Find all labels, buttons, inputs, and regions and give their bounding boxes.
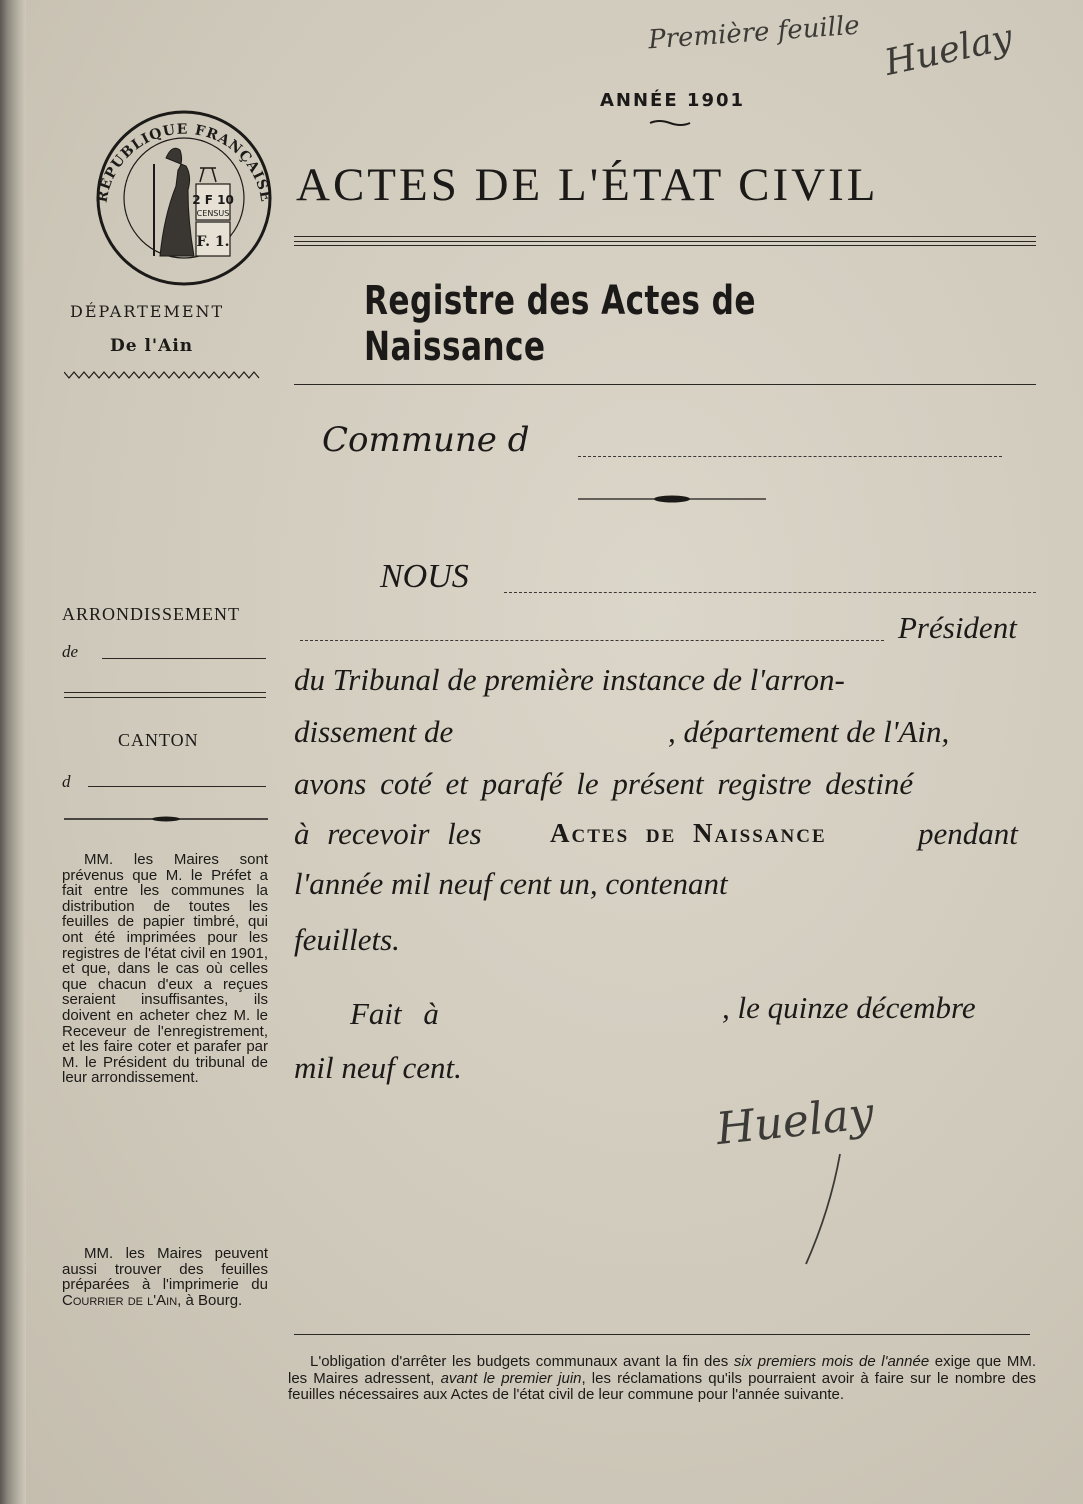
fait-label: Fait à [350, 996, 439, 1031]
document-title: ACTES DE L'ÉTAT CIVIL [296, 159, 879, 211]
commune-field-line [578, 456, 1002, 457]
signature-flourish [800, 1150, 850, 1270]
commune-ornament [578, 492, 766, 506]
department-label: DÉPARTEMENT [70, 302, 225, 321]
stamp-value: 2 F 10 [192, 193, 234, 207]
handwritten-signature: Huelay [713, 1087, 877, 1156]
seal-text: RÉPUBLIQUE FRANÇAISE [94, 121, 274, 204]
wave-ornament [64, 370, 264, 380]
footer-note: L'obligation d'arrêter les budgets communaux avant la fin des six premiers mois de l'année exige que MM. les Maires adressent, avant le premier juin, les réclamations qu'ils pourraient avoir à faire sur le nombre des feuilles nécessaires aux Actes de l'état civil de leur commune pour l'année suivante. [288, 1353, 1037, 1403]
body-line-4a: à recevoir les [294, 816, 482, 851]
body-line-3: avons coté et parafé le présent registre destiné [294, 766, 914, 801]
year-label: ANNÉE 1901 [600, 90, 746, 111]
sidebar-note-1: MM. les Maires sont prévenus que M. le Préfet a fait entre les communes la distribution de toutes les feuilles de papier timbré, qui ont été imprimées pour les registres de l'état civil en 1901, et que, dans le cas où celles que chacun d'eux a reçues seraient insuffisantes, ils doivent en acheter chez M. le Receveur de l'enregistrement, et les faire coter et parafer par M. le Président du tribunal de leur arrondissement. [62, 851, 268, 1087]
binding-edge [0, 0, 26, 1504]
commune-label: Commune d [322, 420, 530, 460]
republique-francaise-seal [92, 106, 276, 290]
arrondissement-de: de [62, 642, 79, 661]
department-name: De l'Ain [110, 336, 194, 356]
body-line-2b: , département de l'Ain, [668, 714, 950, 749]
canton-label: CANTON [118, 730, 199, 750]
president-label: Président [898, 610, 1017, 645]
body-line-5: l'année mil neuf cent un, contenant [294, 866, 728, 901]
sidebar-note-2: MM. les Maires peuvent aussi trouver des feuilles préparées à l'imprimerie du Courrier de l'Ain, à Bourg. [62, 1245, 268, 1309]
handwritten-signature-top: Huelay [881, 17, 1017, 84]
body-line-1: du Tribunal de première instance de l'arron- [294, 662, 845, 697]
stamp-sub: CENSUS [196, 209, 230, 218]
body-line-6: feuillets. [294, 922, 400, 957]
canton-ornament [64, 814, 268, 824]
register-subtitle: Registre des Actes de Naissance [364, 278, 756, 370]
handwritten-annotation: Première feuille [647, 10, 861, 56]
year-text: mil neuf cent. [294, 1050, 462, 1085]
stamp-f: F. 1. [196, 234, 230, 250]
arrondissement-field [102, 658, 266, 659]
courrier-de-l-ain: Courrier de l'Ain [62, 1291, 178, 1309]
date-label: , le quinze décembre [722, 990, 976, 1025]
canton-d: d [62, 772, 71, 791]
year-ornament [648, 118, 692, 128]
body-line-2a: dissement de [294, 714, 454, 749]
nous-label: NOUS [380, 558, 469, 595]
arrondissement-label: ARRONDISSEMENT [62, 604, 241, 624]
body-line-4b: pendant [918, 816, 1018, 851]
canton-field [88, 786, 266, 787]
actes-de-naissance: Actes de Naissance [550, 818, 827, 848]
